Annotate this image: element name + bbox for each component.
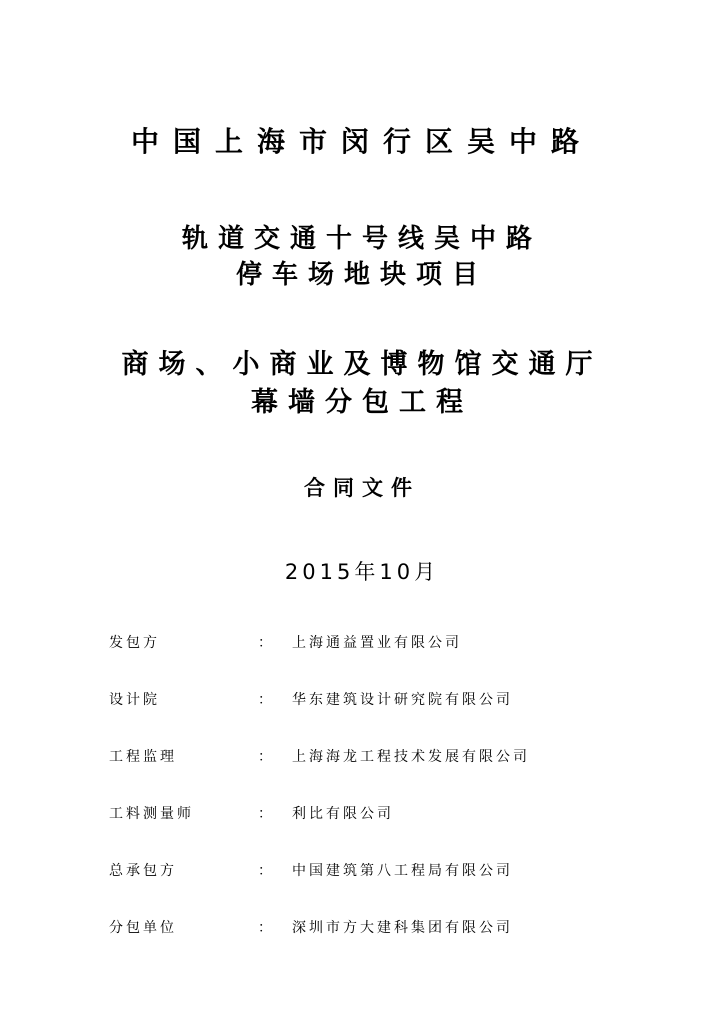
package-title-line-1: 商场、小商业及博物馆交通厅	[121, 349, 603, 380]
party-row-quantity-surveyor	[0, 803, 724, 827]
project-title-line-1: 轨道交通十号线吴中路	[181, 224, 542, 254]
document-type: 合同文件	[304, 476, 420, 500]
package-title-line-2: 幕墙分包工程	[251, 387, 473, 418]
party-name: 华东建筑设计研究院有限公司	[292, 692, 513, 708]
party-name: 中国建筑第八工程局有限公司	[292, 863, 513, 879]
party-name: 上海海龙工程技术发展有限公司	[292, 749, 530, 765]
party-colon: ：	[258, 920, 275, 936]
party-colon: ：	[258, 692, 275, 708]
party-colon: ：	[258, 635, 275, 651]
party-colon: ：	[258, 749, 275, 765]
party-role: 发包方	[109, 635, 160, 651]
party-role: 设计院	[109, 692, 160, 708]
party-row-subcontractor	[0, 917, 724, 941]
party-row-main-contractor	[0, 860, 724, 884]
party-row-supervisor	[0, 746, 724, 770]
party-name: 上海通益置业有限公司	[292, 635, 462, 651]
project-title-line-2: 停车场地块项目	[235, 260, 488, 290]
party-row-designer	[0, 689, 724, 713]
party-name: 深圳市方大建科集团有限公司	[292, 920, 513, 936]
location-title: 中国上海市闵行区吴中路	[130, 125, 593, 158]
party-role: 工程监理	[109, 749, 177, 765]
party-role: 工料测量师	[109, 806, 194, 822]
party-row-employer	[0, 632, 724, 656]
party-role: 分包单位	[109, 920, 177, 936]
party-name: 利比有限公司	[292, 806, 394, 822]
party-role: 总承包方	[109, 863, 177, 879]
party-colon: ：	[258, 863, 275, 879]
party-colon: ：	[258, 806, 275, 822]
document-date: 2015年10月	[284, 560, 440, 584]
